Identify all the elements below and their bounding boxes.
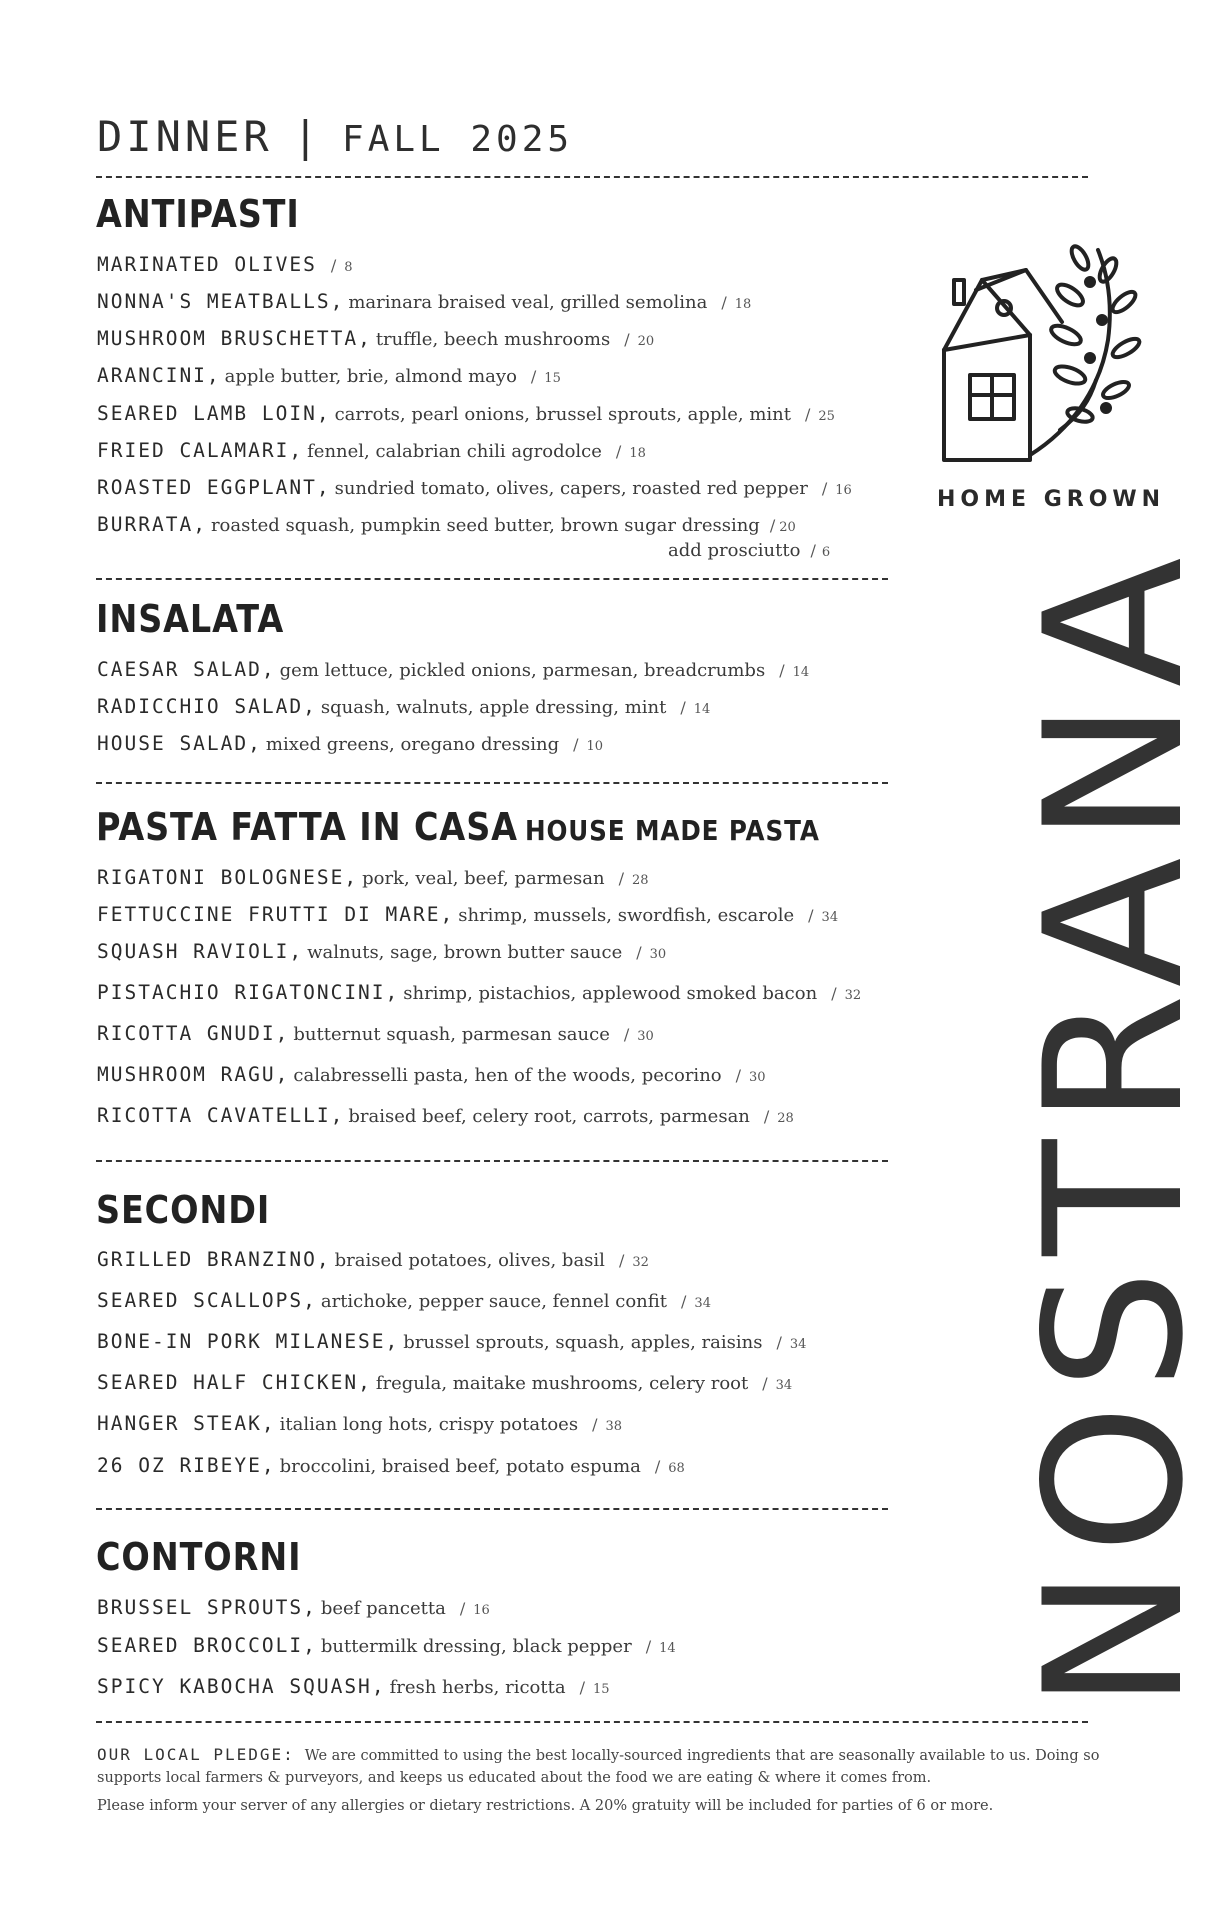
menu-item: GRILLED BRANZINO, braised potatoes, olives, basil / 32 (97, 1248, 649, 1271)
menu-item: RIGATONI BOLOGNESE, pork, veal, beef, parmesan / 28 (97, 866, 649, 889)
item-description: fennel, calabrian chili agrodolce (307, 441, 602, 462)
item-name: MUSHROOM BRUSCHETTA (97, 327, 359, 350)
section-title-antipasti: ANTIPASTI (96, 192, 300, 236)
item-price: 28 (631, 873, 649, 888)
item-price: 16 (473, 1603, 490, 1618)
item-description: shrimp, mussels, swordfish, escarole (458, 905, 795, 926)
item-price: 68 (668, 1461, 685, 1476)
item-description: sundried tomato, olives, capers, roasted red pepper (334, 478, 808, 499)
menu-item: ARANCINI, apple butter, brie, almond mayo / 15 (97, 364, 561, 387)
brand-tagline: HOME GROWN (937, 487, 1166, 512)
item-name: 26 OZ RIBEYE (97, 1454, 262, 1477)
menu-item: BRUSSEL SPROUTS, beef pancetta / 16 (97, 1596, 490, 1619)
item-description: butternut squash, parmesan sauce (293, 1024, 610, 1045)
item-description: carrots, pearl onions, brussel sprouts, apple, mint (334, 404, 791, 425)
item-description: roasted squash, pumpkin seed butter, brown sugar dressing (210, 515, 760, 536)
menu-item: NONNA'S MEATBALLS, marinara braised veal, grilled semolina / 18 (97, 290, 752, 313)
menu-item: SPICY KABOCHA SQUASH, fresh herbs, ricotta / 15 (97, 1675, 610, 1698)
item-name: CAESAR SALAD (97, 658, 262, 681)
item-price: 8 (344, 260, 353, 275)
menu-season: FALL 2025 (342, 119, 574, 160)
item-description: italian long hots, crispy potatoes (279, 1414, 579, 1435)
item-name: PISTACHIO RIGATONCINI (97, 981, 386, 1004)
menu-item: 26 OZ RIBEYE, broccolini, braised beef, potato espuma / 68 (97, 1454, 685, 1477)
item-name: BURRATA (97, 513, 194, 536)
item-name: HOUSE SALAD (97, 732, 249, 755)
menu-header (97, 112, 573, 161)
item-name: ARANCINI (97, 364, 207, 387)
menu-item: MUSHROOM RAGU, calabresselli pasta, hen of the woods, pecorino / 30 (97, 1063, 766, 1086)
item-description: shrimp, pistachios, applewood smoked bacon (403, 983, 818, 1004)
section-title-contorni: CONTORNI (96, 1535, 302, 1579)
menu-item: BURRATA, roasted squash, pumpkin seed butter, brown sugar dressing / 20 (97, 513, 796, 536)
menu-item: MARINATED OLIVES / 8 (97, 253, 353, 276)
item-name: HANGER STEAK (97, 1412, 262, 1435)
item-description: marinara braised veal, grilled semolina (348, 292, 708, 313)
item-name: RIGATONI BOLOGNESE (97, 866, 345, 889)
item-description: mixed greens, oregano dressing (265, 734, 560, 755)
item-name: RICOTTA GNUDI (97, 1022, 276, 1045)
menu-item: RADICCHIO SALAD, squash, walnuts, apple dressing, mint / 14 (97, 695, 711, 718)
menu-item: RICOTTA CAVATELLI, braised beef, celery root, carrots, parmesan / 28 (97, 1104, 794, 1127)
menu-item: FETTUCCINE FRUTTI DI MARE, shrimp, mussels, swordfish, escarole / 34 (97, 903, 839, 926)
item-name: SEARED SCALLOPS (97, 1289, 304, 1312)
item-description: pork, veal, beef, parmesan (362, 868, 605, 889)
menu-item: BONE-IN PORK MILANESE, brussel sprouts, squash, apples, raisins / 34 (97, 1330, 807, 1353)
item-name: RICOTTA CAVATELLI (97, 1104, 331, 1127)
item-price: 10 (586, 739, 604, 754)
item-name: ROASTED EGGPLANT (97, 476, 317, 499)
item-name: FRIED CALAMARI (97, 439, 290, 462)
menu-item: HOUSE SALAD, mixed greens, oregano dressing / 10 (97, 732, 604, 755)
item-description: truffle, beech mushrooms (375, 329, 611, 350)
menu-item: HANGER STEAK, italian long hots, crispy potatoes / 38 (97, 1412, 623, 1435)
item-name: RADICCHIO SALAD (97, 695, 304, 718)
item-name: BRUSSEL SPROUTS (97, 1596, 304, 1619)
item-name: NONNA'S MEATBALLS (97, 290, 331, 313)
menu-item: CAESAR SALAD, gem lettuce, pickled onions, parmesan, breadcrumbs / 14 (97, 658, 810, 681)
section-title-secondi: SECONDI (96, 1188, 271, 1232)
item-price: 32 (632, 1255, 649, 1270)
item-price: 20 (779, 520, 796, 535)
menu-item: SQUASH RAVIOLI, walnuts, sage, brown butter sauce / 30 (97, 940, 667, 963)
item-description: broccolini, braised beef, potato espuma (279, 1456, 641, 1477)
item-price: 34 (821, 910, 839, 925)
menu-item: MUSHROOM BRUSCHETTA, truffle, beech mushrooms / 20 (97, 327, 655, 350)
item-name: SPICY KABOCHA SQUASH (97, 1675, 372, 1698)
item-price: 15 (544, 371, 561, 386)
item-description: buttermilk dressing, black pepper (320, 1636, 632, 1657)
menu-item: FRIED CALAMARI, fennel, calabrian chili agrodolce / 18 (97, 439, 646, 462)
item-price: 14 (693, 702, 711, 717)
allergy-gratuity-notice: Please inform your server of any allergies or dietary restrictions. A 20% gratuity will be included for parties of 6 or more. (97, 1798, 994, 1814)
item-description: fregula, maitake mushrooms, celery root (375, 1373, 749, 1394)
pledge-text: We are committed to using the best locally-sourced ingredients that are seasonally available to us. Doing so supports local farmers & purveyors, and keeps us educated about the food we are eating & where it comes from. (97, 1748, 1100, 1786)
divider (96, 578, 888, 580)
menu-item: SEARED HALF CHICKEN, fregula, maitake mushrooms, celery root / 34 (97, 1371, 793, 1394)
item-price: 14 (659, 1641, 676, 1656)
item-price: 15 (592, 1682, 610, 1697)
addon-description: add prosciutto (668, 540, 801, 561)
item-price: 18 (629, 446, 646, 461)
menu-title: DINNER (97, 112, 273, 161)
item-description: calabresselli pasta, hen of the woods, pecorino (293, 1065, 722, 1086)
item-name: MUSHROOM RAGU (97, 1063, 276, 1086)
item-name: MARINATED OLIVES (97, 253, 317, 276)
divider (96, 1721, 1088, 1723)
item-description: fresh herbs, ricotta (389, 1677, 566, 1698)
item-price: 34 (694, 1296, 711, 1311)
menu-item: PISTACHIO RIGATONCINI, shrimp, pistachios, applewood smoked bacon / 32 (97, 981, 862, 1004)
item-price: 25 (818, 409, 835, 424)
item-price: 20 (637, 334, 655, 349)
divider (96, 782, 888, 784)
item-price: 34 (789, 1337, 807, 1352)
menu-item: ROASTED EGGPLANT, sundried tomato, olives, capers, roasted red pepper / 16 (97, 476, 852, 499)
item-price: 16 (835, 483, 852, 498)
item-name: SQUASH RAVIOLI (97, 940, 290, 963)
divider (96, 1508, 888, 1510)
section-title-pasta (96, 805, 820, 849)
menu-item: RICOTTA GNUDI, butternut squash, parmesan sauce / 30 (97, 1022, 654, 1045)
section-subtitle-pasta: HOUSE MADE PASTA (524, 814, 820, 847)
item-name: SEARED BROCCOLI (97, 1634, 304, 1657)
item-price: 30 (749, 1070, 766, 1085)
header-separator: | (292, 112, 319, 161)
item-description: beef pancetta (320, 1598, 446, 1619)
menu-item: SEARED SCALLOPS, artichoke, pepper sauce, fennel confit / 34 (97, 1289, 711, 1312)
pledge-label: OUR LOCAL PLEDGE: (97, 1745, 295, 1764)
item-description: braised potatoes, olives, basil (334, 1250, 605, 1271)
section-title-insalata: INSALATA (96, 597, 285, 641)
item-name: FETTUCCINE FRUTTI DI MARE (97, 903, 441, 926)
local-pledge (97, 1744, 1107, 1789)
section-title-pasta-main: PASTA FATTA IN CASA (96, 805, 518, 849)
item-name: GRILLED BRANZINO (97, 1248, 317, 1271)
menu-item-addon: add prosciutto / 6 (668, 540, 831, 561)
item-description: artichoke, pepper sauce, fennel confit (320, 1291, 668, 1312)
item-name: BONE-IN PORK MILANESE (97, 1330, 386, 1353)
item-name: SEARED LAMB LOIN (97, 402, 317, 425)
house-logo-icon (930, 240, 1140, 470)
item-price: 28 (777, 1111, 794, 1126)
brand-name-vertical: NOSTRANA (1004, 543, 1225, 1710)
item-price: 30 (649, 947, 667, 962)
item-description: apple butter, brie, almond mayo (224, 366, 517, 387)
item-description: squash, walnuts, apple dressing, mint (320, 697, 667, 718)
item-price: 30 (637, 1029, 654, 1044)
item-price: 18 (734, 297, 752, 312)
item-name: SEARED HALF CHICKEN (97, 1371, 359, 1394)
item-price: 38 (605, 1419, 623, 1434)
menu-item: SEARED BROCCOLI, buttermilk dressing, black pepper / 14 (97, 1634, 676, 1657)
addon-price: 6 (821, 545, 831, 560)
divider (96, 176, 1088, 178)
item-description: brussel sprouts, squash, apples, raisins (403, 1332, 763, 1353)
menu-item: SEARED LAMB LOIN, carrots, pearl onions, brussel sprouts, apple, mint / 25 (97, 402, 835, 425)
item-description: walnuts, sage, brown butter sauce (307, 942, 623, 963)
item-price: 14 (792, 665, 810, 680)
item-description: braised beef, celery root, carrots, parmesan (348, 1106, 750, 1127)
item-description: gem lettuce, pickled onions, parmesan, breadcrumbs (279, 660, 766, 681)
item-price: 32 (844, 988, 862, 1003)
divider (96, 1160, 888, 1162)
item-price: 34 (775, 1378, 793, 1393)
